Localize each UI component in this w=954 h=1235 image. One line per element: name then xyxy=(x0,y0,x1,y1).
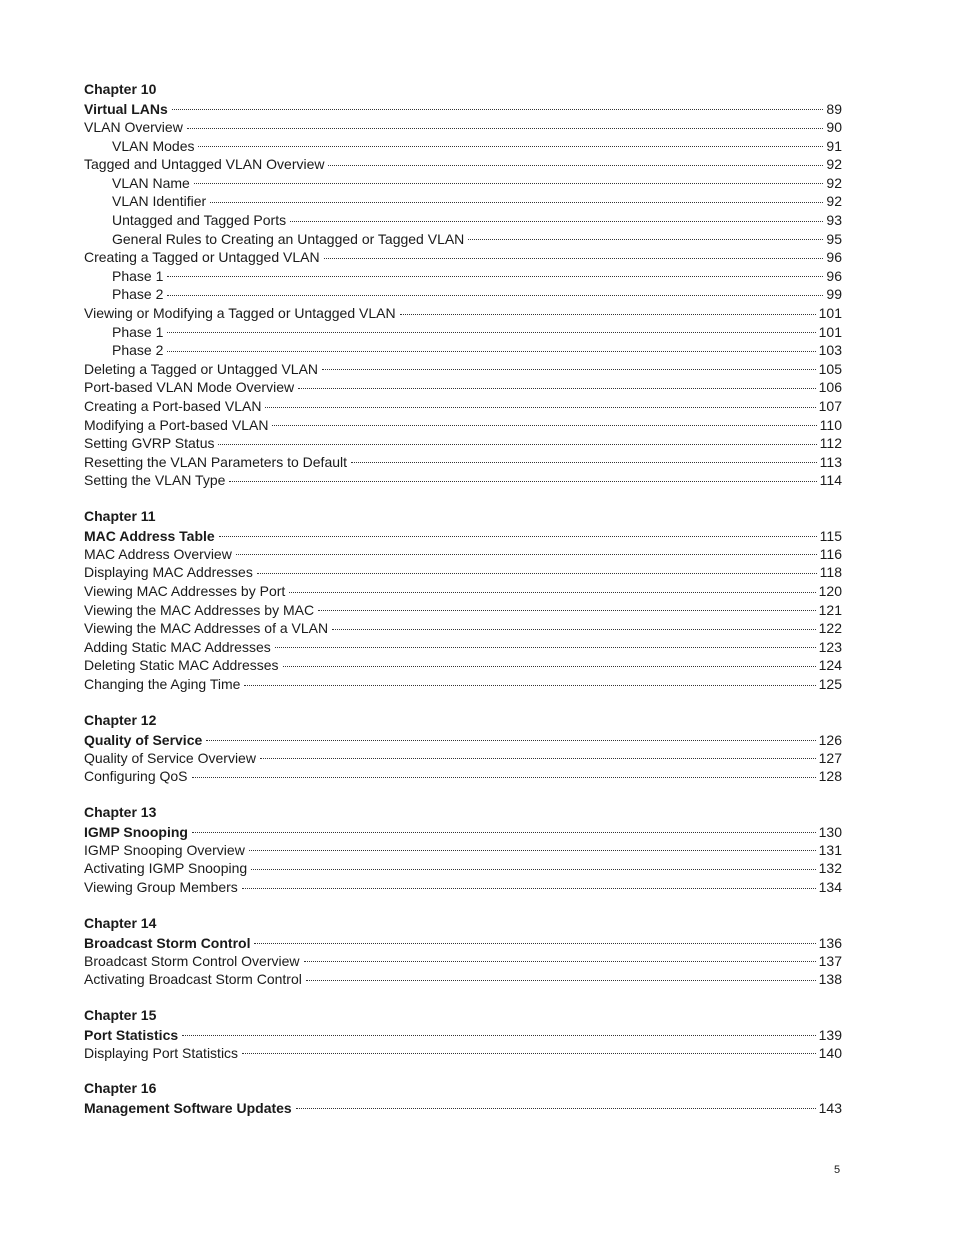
dot-leader xyxy=(272,425,816,426)
toc-page-number: 90 xyxy=(826,119,842,135)
toc-entry-title: Resetting the VLAN Parameters to Default xyxy=(84,453,348,470)
toc-entry[interactable] xyxy=(84,230,842,249)
dot-leader xyxy=(298,388,816,389)
toc-entry[interactable] xyxy=(84,248,842,267)
toc-page-number: 132 xyxy=(818,860,842,877)
toc-page-number: 136 xyxy=(818,934,842,951)
toc-page-number: 121 xyxy=(818,601,842,618)
toc-page-number: 96 xyxy=(826,249,842,266)
toc-entry[interactable] xyxy=(84,471,842,490)
toc-page-number: 138 xyxy=(818,971,842,988)
toc-entry-title: Viewing the MAC Addresses by MAC xyxy=(84,601,315,618)
dot-leader xyxy=(468,239,823,240)
toc-entry-title: Displaying MAC Addresses xyxy=(84,564,253,581)
toc-page-number: 92 xyxy=(826,174,842,191)
dot-leader xyxy=(257,573,817,574)
toc-page-number: 116 xyxy=(819,545,842,562)
dot-leader xyxy=(249,850,816,851)
toc-entry-title: Tagged and Untagged VLAN Overview xyxy=(84,156,325,173)
toc-entry-title: Broadcast Storm Control xyxy=(84,934,251,951)
dot-leader xyxy=(328,165,823,166)
toc-entry[interactable] xyxy=(84,323,842,342)
toc-entry[interactable] xyxy=(84,360,842,379)
toc-entry-title: Setting GVRP Status xyxy=(84,435,215,452)
chapter-label: Chapter 14 xyxy=(84,914,157,931)
toc-entry-title: Displaying Port Statistics xyxy=(84,1044,239,1061)
toc-entry[interactable] xyxy=(84,267,842,286)
chapter-title-entry[interactable] xyxy=(84,1100,842,1117)
dot-leader xyxy=(194,183,824,184)
toc-page-number: 124 xyxy=(818,657,842,674)
toc-page-number: 96 xyxy=(826,267,842,284)
dot-leader xyxy=(254,943,815,944)
toc-page-number: 123 xyxy=(818,638,842,655)
toc-entry[interactable] xyxy=(84,582,842,601)
dot-leader xyxy=(306,980,816,981)
toc-page-number: 101 xyxy=(818,323,842,340)
toc-entry-title: Viewing MAC Addresses by Port xyxy=(84,583,286,600)
toc-entry-title: MAC Address Table xyxy=(84,527,215,544)
chapter-section xyxy=(84,913,842,989)
toc-page-number: 91 xyxy=(826,137,842,154)
dot-leader xyxy=(182,1035,816,1036)
dot-leader xyxy=(351,462,817,463)
toc-page-number: 92 xyxy=(826,193,842,210)
toc-entry-title: Viewing or Modifying a Tagged or Untagged VLAN xyxy=(84,304,396,321)
dot-leader xyxy=(167,276,823,277)
dot-leader xyxy=(304,961,816,962)
toc-entry-title: Configuring QoS xyxy=(84,768,188,785)
toc-page-number: 113 xyxy=(819,453,842,470)
toc-page-number: 120 xyxy=(818,583,842,600)
toc-entry-title: IGMP Snooping xyxy=(84,823,188,840)
chapter-section xyxy=(84,1005,842,1063)
chapter-section xyxy=(84,79,842,490)
toc-entry[interactable] xyxy=(84,619,842,638)
dot-leader xyxy=(290,221,823,222)
toc-entry-title: Modifying a Port-based VLAN xyxy=(84,416,269,433)
toc-entry[interactable] xyxy=(84,155,842,174)
toc-entry-title: Activating IGMP Snooping xyxy=(84,860,248,877)
toc-entry-title: Creating a Port-based VLAN xyxy=(84,397,262,414)
dot-leader xyxy=(242,888,816,889)
dot-leader xyxy=(242,1053,816,1054)
dot-leader xyxy=(265,407,815,408)
chapter-title-entry[interactable] xyxy=(84,732,842,749)
dot-leader xyxy=(236,554,817,555)
toc-page-number: 114 xyxy=(819,472,842,489)
toc-entry[interactable] xyxy=(84,416,842,435)
toc-entry-title: MAC Address Overview xyxy=(84,545,232,562)
toc-entry-title: Activating Broadcast Storm Control xyxy=(84,971,302,988)
toc-entry-title: Phase 1 xyxy=(112,267,164,284)
chapter-label: Chapter 10 xyxy=(84,81,157,97)
toc-entry-title: Phase 2 xyxy=(112,342,164,359)
dot-leader xyxy=(296,1108,816,1109)
chapter-section xyxy=(84,710,842,786)
dot-leader xyxy=(219,536,817,537)
dot-leader xyxy=(218,444,816,445)
chapter-label: Chapter 13 xyxy=(84,803,157,820)
toc-page-number: 130 xyxy=(818,823,842,840)
toc-entry-title: Changing the Aging Time xyxy=(84,676,241,693)
toc-page-number: 127 xyxy=(818,749,842,766)
dot-leader xyxy=(275,647,816,648)
toc-entry-title: Phase 1 xyxy=(112,323,164,340)
toc-entry[interactable] xyxy=(84,341,842,360)
toc-entry[interactable] xyxy=(84,453,842,472)
dot-leader xyxy=(322,369,816,370)
toc-entry[interactable] xyxy=(84,970,842,989)
dot-leader xyxy=(260,758,816,759)
toc-page-number: 140 xyxy=(818,1044,842,1061)
toc-entry[interactable] xyxy=(84,767,842,786)
toc-entry-title: VLAN Overview xyxy=(84,119,183,135)
dot-leader xyxy=(192,777,816,778)
toc-page-number: 128 xyxy=(818,768,842,785)
dot-leader xyxy=(172,109,824,110)
toc-entry[interactable] xyxy=(84,397,842,416)
toc-entry[interactable] xyxy=(84,859,842,878)
dot-leader xyxy=(167,351,815,352)
chapter-title-entry[interactable] xyxy=(84,1027,842,1044)
toc-entry-title: VLAN Modes xyxy=(112,137,195,154)
toc-entry[interactable] xyxy=(84,434,842,453)
toc-entry[interactable] xyxy=(84,841,842,860)
toc-page-number: 89 xyxy=(826,101,842,117)
toc-page-number: 101 xyxy=(818,304,842,321)
page-number: 5 xyxy=(834,1164,841,1176)
toc-entry-title: IGMP Snooping Overview xyxy=(84,841,245,858)
toc-page-number: 103 xyxy=(818,342,842,359)
dot-leader xyxy=(324,258,824,259)
toc-entry[interactable] xyxy=(84,601,842,620)
chapter-title-entry[interactable] xyxy=(84,824,842,841)
chapter-label: Chapter 15 xyxy=(84,1006,157,1023)
toc-page-number: 105 xyxy=(818,360,842,377)
dot-leader xyxy=(206,740,815,741)
toc-page-number: 125 xyxy=(818,676,842,693)
toc-entry-title: Deleting a Tagged or Untagged VLAN xyxy=(84,360,319,377)
toc-page-number: 131 xyxy=(818,841,842,858)
toc-entry-title: Phase 2 xyxy=(112,286,164,303)
chapter-section xyxy=(84,1078,842,1117)
toc-entry[interactable] xyxy=(84,545,842,564)
toc-entry-title: Management Software Updates xyxy=(84,1100,292,1117)
toc-page-number: 92 xyxy=(826,156,842,173)
toc-page-number: 107 xyxy=(818,397,842,414)
toc-entry[interactable] xyxy=(84,656,842,675)
toc-entry-title: Port-based VLAN Mode Overview xyxy=(84,379,295,396)
toc-page-number: 110 xyxy=(819,416,842,433)
chapter-section xyxy=(84,506,842,694)
toc-entry[interactable] xyxy=(84,638,842,657)
toc-page-number: 134 xyxy=(818,879,842,895)
toc-entry[interactable] xyxy=(84,285,842,304)
toc-page-number: 93 xyxy=(826,211,842,228)
dot-leader xyxy=(167,295,823,296)
toc-page-number: 95 xyxy=(826,230,842,247)
dot-leader xyxy=(198,146,823,147)
toc-page-number: 143 xyxy=(818,1100,842,1117)
toc-entry[interactable] xyxy=(84,192,842,211)
toc-entry-title: Port Statistics xyxy=(84,1026,179,1043)
chapter-label: Chapter 11 xyxy=(84,507,156,524)
toc-page-number: 115 xyxy=(819,527,842,544)
dot-leader xyxy=(244,685,815,686)
chapter-title-entry[interactable] xyxy=(84,101,842,118)
dot-leader xyxy=(192,832,816,833)
toc-page-number: 106 xyxy=(818,379,842,396)
toc-page-number: 122 xyxy=(818,620,842,637)
toc-entry-title: VLAN Identifier xyxy=(112,193,207,210)
dot-leader xyxy=(289,592,815,593)
toc-entry[interactable] xyxy=(84,1044,842,1063)
chapter-title-entry[interactable] xyxy=(84,935,842,952)
toc-entry[interactable] xyxy=(84,118,842,137)
toc-entry[interactable] xyxy=(84,749,842,768)
dot-leader xyxy=(400,314,816,315)
dot-leader xyxy=(318,610,816,611)
dot-leader xyxy=(283,666,816,667)
toc-entry-title: Adding Static MAC Addresses xyxy=(84,638,271,655)
toc-entry-title: Quality of Service xyxy=(84,731,203,748)
toc-entry-title: VLAN Name xyxy=(112,174,190,191)
dot-leader xyxy=(332,629,816,630)
toc-page-number: 139 xyxy=(818,1026,842,1043)
toc-entry[interactable] xyxy=(84,878,842,897)
chapter-section xyxy=(84,802,842,897)
toc-entry-title: Viewing the MAC Addresses of a VLAN xyxy=(84,620,329,637)
toc-entry[interactable] xyxy=(84,211,842,230)
toc-entry-title: Broadcast Storm Control Overview xyxy=(84,952,300,969)
toc-page-number: 99 xyxy=(826,286,842,303)
toc-entry[interactable] xyxy=(84,137,842,156)
toc-entry-title: Quality of Service Overview xyxy=(84,749,256,766)
toc-entry-title: Untagged and Tagged Ports xyxy=(112,211,287,228)
toc-entry[interactable] xyxy=(84,563,842,582)
toc-entry[interactable] xyxy=(84,304,842,323)
chapter-title-entry[interactable] xyxy=(84,528,842,545)
toc-entry-title: General Rules to Creating an Untagged or Tagged VLAN xyxy=(112,230,465,247)
chapter-label: Chapter 12 xyxy=(84,711,157,728)
toc-entry-title: Deleting Static MAC Addresses xyxy=(84,657,279,674)
toc-page-number: 126 xyxy=(818,731,842,748)
toc-page-number: 112 xyxy=(819,435,842,452)
dot-leader xyxy=(210,202,823,203)
toc-entry-title: Viewing Group Members xyxy=(84,879,238,895)
chapter-label: Chapter 16 xyxy=(84,1080,157,1097)
toc-entry-title: Setting the VLAN Type xyxy=(84,472,226,489)
dot-leader xyxy=(251,869,815,870)
toc-entry-title: Virtual LANs xyxy=(84,101,168,117)
dot-leader xyxy=(167,332,815,333)
toc-entry[interactable] xyxy=(84,675,842,694)
toc-entry-title: Creating a Tagged or Untagged VLAN xyxy=(84,249,320,266)
toc-entry[interactable] xyxy=(84,952,842,971)
toc-page-number: 137 xyxy=(818,952,842,969)
dot-leader xyxy=(229,481,816,482)
toc-entry[interactable] xyxy=(84,378,842,397)
table-of-contents xyxy=(84,79,842,1133)
dot-leader xyxy=(187,128,824,129)
toc-entry[interactable] xyxy=(84,174,842,193)
toc-page-number: 118 xyxy=(819,564,842,581)
